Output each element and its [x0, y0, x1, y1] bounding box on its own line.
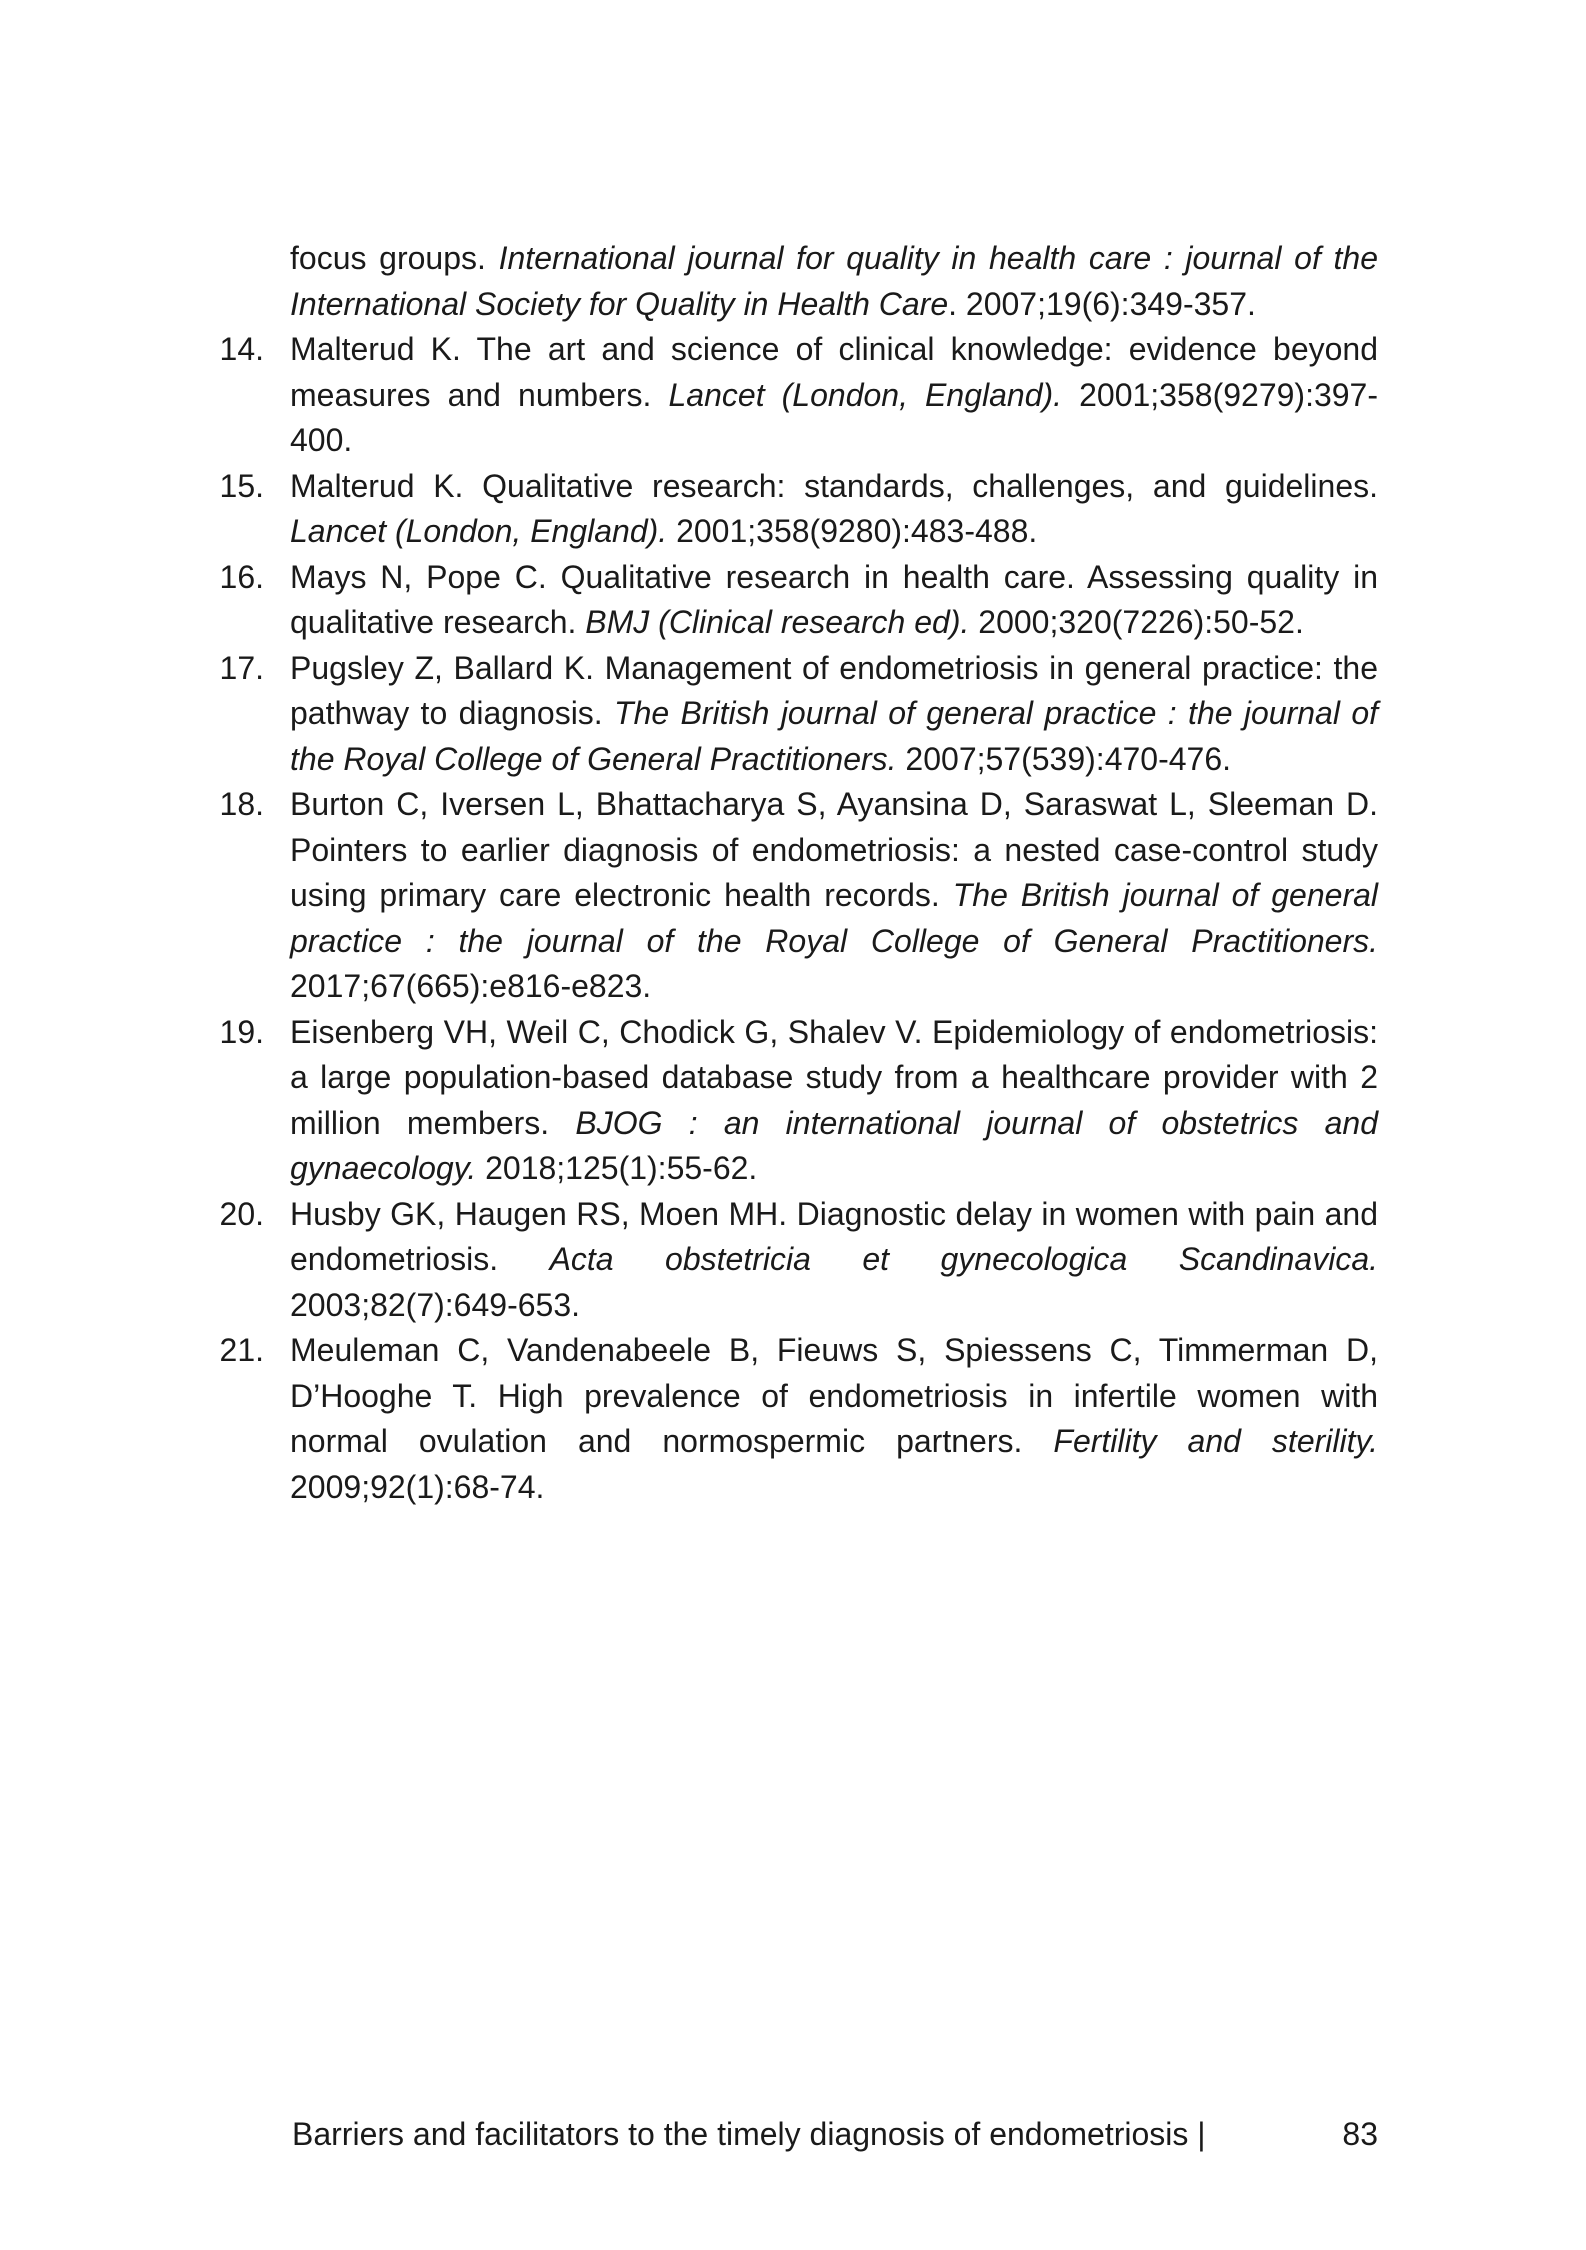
- reference-text: Malterud K. Qualitative research: standards, challenges, and guidelines.: [290, 467, 1378, 504]
- reference-19: [200, 1010, 1378, 1192]
- reference-18: [200, 782, 1378, 1010]
- reference-number: 21.: [219, 1332, 264, 1368]
- reference-text: Eisenberg VH, Weil C, Chodick G, Shalev V. Epidemiology of endometriosis: a large population-based database study from a healthcare provider with 2 million members.: [290, 1013, 1378, 1141]
- reference-journal: The British journal of general practice : the journal of the Royal College of General Practitioners.: [290, 877, 1378, 959]
- reference-15: [200, 464, 1378, 555]
- reference-16: [200, 555, 1378, 646]
- reference-number: 20.: [219, 1195, 264, 1232]
- reference-text: Mays N, Pope C. Qualitative research in health care. Assessing quality in qualitative research.: [290, 558, 1378, 640]
- reference-number: 19.: [219, 1013, 264, 1050]
- reference-number: 15.: [219, 467, 264, 504]
- reference-number: 14.: [219, 331, 264, 367]
- reference-tail: 2001;358(9279):397-400.: [290, 376, 1379, 458]
- reference-body: [290, 646, 1378, 783]
- reference-body: [290, 1328, 1378, 1510]
- page-number: 83: [1342, 2116, 1378, 2152]
- reference-journal: International journal for quality in health care : journal of the International Society for Quality in Health Care: [290, 240, 1379, 322]
- reference-tail: 2007;57(539):470-476.: [896, 740, 1232, 777]
- reference-21: [200, 1328, 1378, 1510]
- reference-body: [290, 555, 1378, 646]
- reference-body: [290, 1192, 1378, 1329]
- reference-tail: 2001;358(9280):483-488.: [667, 513, 1038, 549]
- reference-number: 16.: [219, 558, 264, 595]
- reference-body: [290, 782, 1378, 1010]
- reference-tail: . 2007;19(6):349-357.: [948, 285, 1256, 322]
- reference-journal: Fertility and sterility.: [1053, 1423, 1379, 1459]
- running-title: Barriers and facilitators to the timely diagnosis of endometriosis |: [292, 2116, 1206, 2152]
- reference-body: [290, 327, 1378, 464]
- reference-tail: 2000;320(7226):50-52.: [969, 604, 1304, 640]
- reference-list: [200, 236, 1378, 1510]
- reference-text: Malterud K. The art and science of clinical knowledge: evidence beyond measures and numbers.: [290, 331, 1378, 413]
- reference-tail: 2018;125(1):55-62.: [476, 1150, 758, 1186]
- reference-text: Meuleman C, Vandenabeele B, Fieuws S, Spiessens C, Timmerman D, D’Hooghe T. High prevalence of endometriosis in infertile women with normal ovulation and normospermic partners.: [290, 1332, 1378, 1459]
- reference-20: [200, 1192, 1378, 1329]
- reference-tail: 2017;67(665):e816-e823.: [290, 968, 652, 1004]
- reference-text: focus groups.: [290, 240, 499, 276]
- reference-body: [290, 1010, 1378, 1192]
- reference-14: [200, 327, 1378, 464]
- reference-journal: BJOG : an international journal of obstetrics and gynaecology.: [290, 1104, 1379, 1186]
- reference-journal: BMJ (Clinical research ed).: [585, 604, 970, 640]
- reference-body: [290, 236, 1378, 327]
- reference-number: 17.: [219, 649, 264, 686]
- reference-continuation: [200, 236, 1378, 327]
- reference-tail: 2003;82(7):649-653.: [290, 1286, 580, 1323]
- reference-journal: The British journal of general practice : the journal of the Royal College of General Practitioners.: [290, 695, 1378, 777]
- reference-text: Pugsley Z, Ballard K. Management of endometriosis in general practice: the pathway to diagnosis.: [290, 649, 1378, 731]
- reference-body: [290, 464, 1378, 555]
- reference-journal: Lancet (London, England).: [668, 376, 1063, 413]
- reference-tail: 2009;92(1):68-74.: [290, 1468, 545, 1505]
- reference-journal: Lancet (London, England).: [290, 513, 668, 549]
- reference-17: [200, 646, 1378, 783]
- reference-text: Husby GK, Haugen RS, Moen MH. Diagnostic delay in women with pain and endometriosis.: [290, 1195, 1378, 1277]
- reference-number: 18.: [219, 786, 264, 822]
- reference-text: Burton C, Iversen L, Bhattacharya S, Ayansina D, Saraswat L, Sleeman D. Pointers to earlier diagnosis of endometriosis: a nested case-control study using primary care electronic health records.: [290, 786, 1378, 913]
- reference-journal: Acta obstetricia et gynecologica Scandinavica.: [549, 1241, 1379, 1277]
